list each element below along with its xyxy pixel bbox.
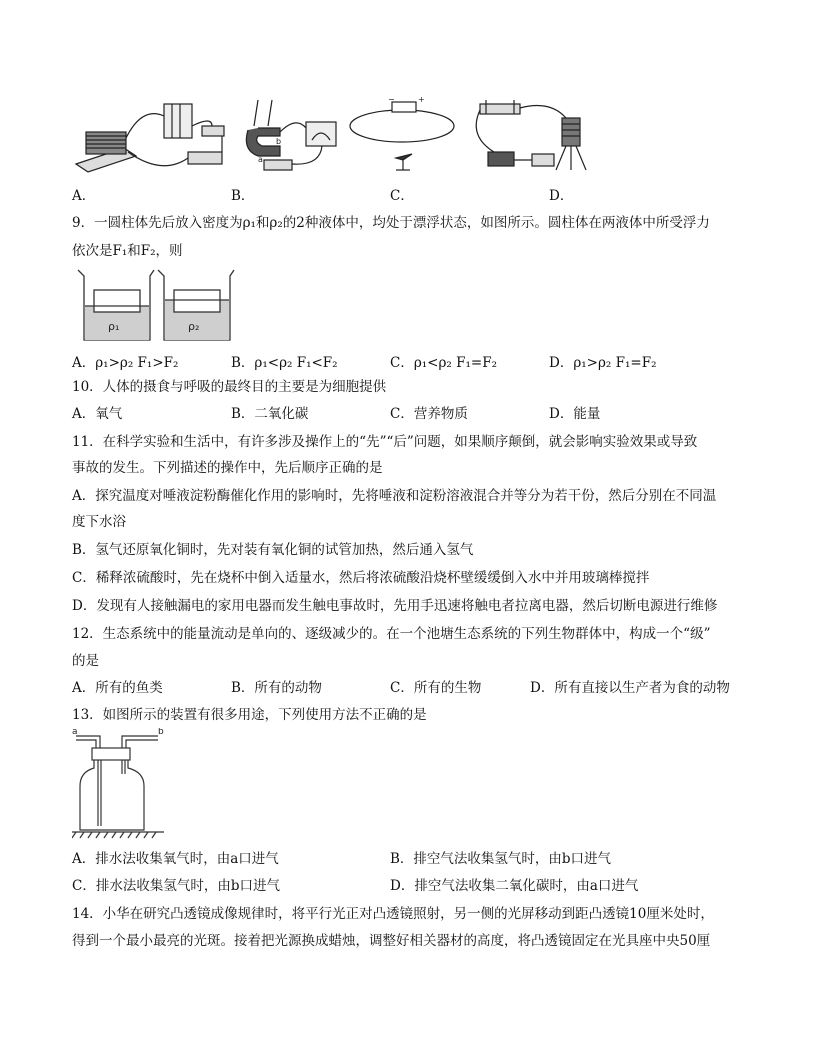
q10-option-a: A．氧气: [72, 406, 123, 422]
q11-option-a-line-2: 度下水浴: [72, 514, 126, 530]
q9-option-a: A．ρ₁>ρ₂ F₁>F₂: [72, 355, 179, 371]
q12-option-d: D．所有直接以生产者为食的动物: [530, 680, 730, 696]
q13-option-a: A．排水法收集氧气时，由a口进气: [72, 851, 279, 867]
q10-option-d: D．能量: [549, 406, 601, 422]
q13-option-b: B．排空气法收集氢气时，由b口进气: [390, 851, 612, 867]
q11-stem-line-1: 11．在科学实验和生活中，有许多涉及操作上的“先”“后”问题，如果顺序颠倒，就会影响实验效果或导致: [72, 434, 698, 450]
q13-option-d: D．排空气法收集二氧化碳时，由a口进气: [390, 878, 639, 894]
q11-option-c: C．稀释浓硫酸时，先在烧杯中倒入适量水，然后将浓硫酸沿烧杯壁缓缓倒入水中并用玻璃棒搅拌: [72, 570, 650, 586]
q8-figure-d: [470, 96, 594, 174]
q8-option-c: C．: [390, 188, 414, 204]
q9-stem-line-2: 依次是F₁和F₂，则: [72, 243, 183, 259]
q13-figure-gas-bottle: [72, 728, 164, 840]
svg-text:+: +: [418, 96, 425, 104]
q9-option-c: C．ρ₁<ρ₂ F₁=F₂: [390, 355, 497, 371]
q9-option-b: B．ρ₁<ρ₂ F₁<F₂: [231, 355, 338, 371]
q13-label-b: b: [158, 728, 164, 737]
q10-option-c: C．营养物质: [390, 406, 468, 422]
svg-text:a: a: [258, 155, 263, 164]
q10-option-b: B．二氧化碳: [231, 406, 309, 422]
q11-stem-line-2: 事故的发生。下列描述的操作中，先后顺序正确的是: [72, 460, 383, 476]
svg-text:b: b: [276, 137, 282, 146]
q8-option-d: D．: [549, 188, 574, 204]
q12-stem-line-1: 12．生态系统中的能量流动是单向的、逐级减少的。在一个池塘生态系统的下列生物群体中，构成一个“级”: [72, 626, 711, 642]
q9-label-rho2: ρ₂: [188, 320, 200, 333]
q11-option-d: D．发现有人接触漏电的家用电器而发生触电事故时，先用手迅速将触电者拉离电器，然后切断电源进行维修: [72, 598, 718, 614]
q9-figure-beakers: [72, 264, 242, 346]
q12-stem-line-2: 的是: [72, 653, 99, 669]
q12-option-b: B．所有的动物: [231, 680, 322, 696]
q14-stem-line-2: 得到一个最小最亮的光斑。接着把光源换成蜡烛，调整好相关器材的高度，将凸透镜固定在光具座中央50厘: [72, 933, 711, 949]
q13-stem: 13．如图所示的装置有很多用途，下列使用方法不正确的是: [72, 707, 427, 723]
q8-option-b: B．: [231, 188, 255, 204]
q9-stem-line-1: 9．一圆柱体先后放入密度为ρ₁和ρ₂的2种液体中，均处于漂浮状态，如图所示。圆柱体在两液体中所受浮力: [72, 215, 710, 231]
q12-option-c: C．所有的生物: [390, 680, 482, 696]
svg-text:−: −: [388, 96, 395, 104]
q8-figure-b: [240, 96, 350, 174]
q13-label-a: a: [72, 728, 78, 737]
q11-option-b: B．氢气还原氧化铜时，先对装有氧化铜的试管加热，然后通入氢气: [72, 542, 474, 558]
q9-option-d: D．ρ₁>ρ₂ F₁=F₂: [549, 355, 657, 371]
q14-stem-line-1: 14．小华在研究凸透镜成像规律时，将平行光正对凸透镜照射，另一侧的光屏移动到距凸透镜10厘米处时，: [72, 906, 714, 922]
q8-option-a: A．: [72, 188, 96, 204]
q9-label-rho1: ρ₁: [108, 320, 120, 333]
q10-stem: 10．人体的摄食与呼吸的最终目的主要是为细胞提供: [72, 379, 387, 395]
q8-figure-a: [72, 96, 232, 174]
q12-option-a: A．所有的鱼类: [72, 680, 163, 696]
q8-figure-c: [346, 96, 466, 174]
q11-option-a-line-1: A．探究温度对唾液淀粉酶催化作用的影响时，先将唾液和淀粉溶液混合并等分为若干份，然后分别在不同温: [72, 488, 717, 504]
q13-option-c: C．排水法收集氢气时，由b口进气: [72, 878, 280, 894]
